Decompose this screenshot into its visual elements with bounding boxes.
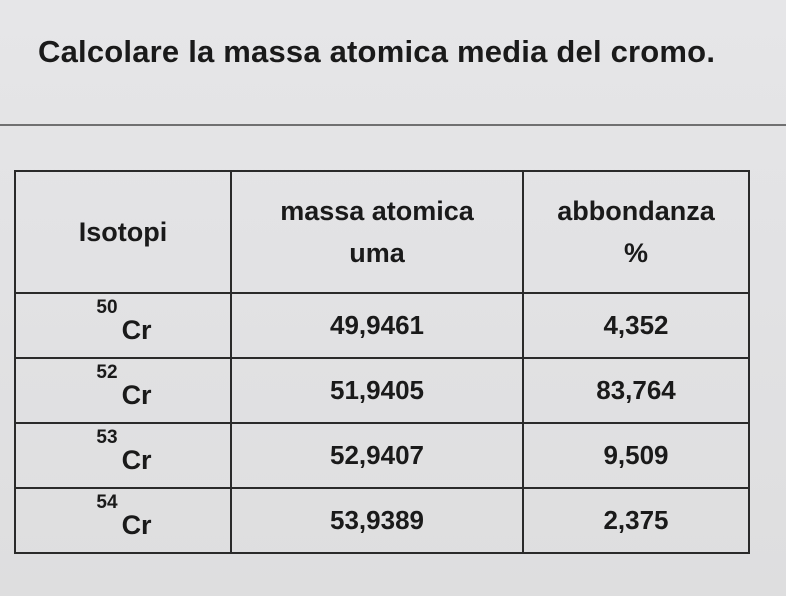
table-row	[15, 358, 749, 423]
atomic-mass-cell: 51,9405	[231, 358, 523, 423]
question-text: Calcolare la massa atomica media del cromo.	[38, 34, 716, 69]
isotope-cell	[15, 423, 231, 488]
isotope-cell	[15, 358, 231, 423]
mass-number: 54	[96, 492, 118, 514]
element-symbol: Cr	[121, 314, 152, 345]
mass-number: 52	[96, 362, 118, 384]
mass-number: 50	[96, 297, 118, 319]
abundance-cell: 9,509	[523, 423, 749, 488]
table-row	[15, 488, 749, 553]
atomic-mass-cell: 52,9407	[231, 423, 523, 488]
header-isotope-label: Isotopi	[78, 217, 168, 247]
header-mass-line2: uma	[349, 238, 405, 268]
atomic-mass-cell: 53,9389	[231, 488, 523, 553]
isotope-cell	[15, 488, 231, 553]
table-row	[15, 423, 749, 488]
isotope-label	[94, 297, 152, 345]
divider-line	[0, 124, 786, 126]
abundance-cell: 83,764	[523, 358, 749, 423]
header-abundance-line1: abbondanza	[557, 196, 715, 226]
isotope-label	[94, 427, 152, 475]
table-header-row	[15, 171, 749, 293]
isotope-table	[14, 170, 750, 554]
isotope-label	[94, 362, 152, 410]
header-mass-line1: massa atomica	[280, 196, 474, 226]
element-symbol: Cr	[121, 379, 152, 410]
abundance-cell: 2,375	[523, 488, 749, 553]
header-abundance	[523, 171, 749, 293]
abundance-cell: 4,352	[523, 293, 749, 358]
header-atomic-mass	[231, 171, 523, 293]
isotope-label	[94, 492, 152, 540]
isotope-cell	[15, 293, 231, 358]
atomic-mass-cell: 49,9461	[231, 293, 523, 358]
element-symbol: Cr	[121, 444, 152, 475]
table-row	[15, 293, 749, 358]
header-abundance-line2: %	[623, 238, 648, 268]
header-isotope	[15, 171, 231, 293]
mass-number: 53	[96, 427, 118, 449]
element-symbol: Cr	[121, 509, 152, 540]
